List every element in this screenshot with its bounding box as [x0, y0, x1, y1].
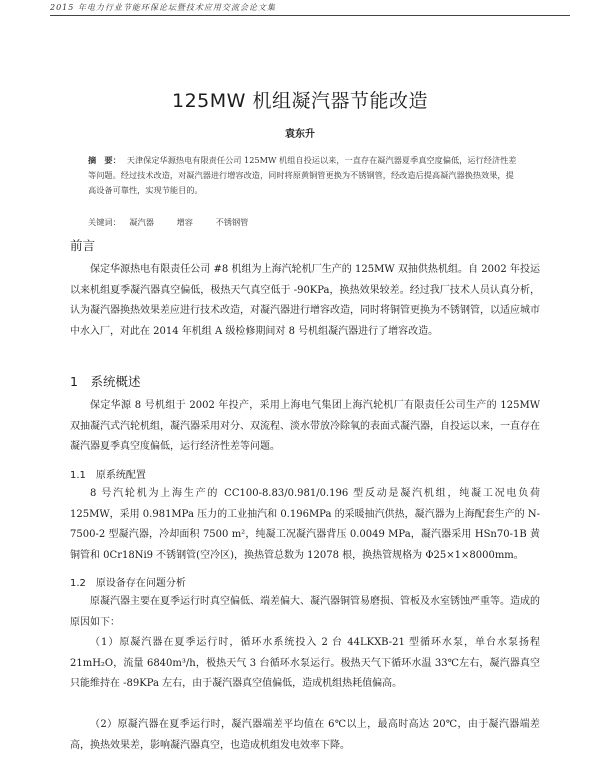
- section-heading-preface: 前言: [70, 238, 96, 253]
- paragraph-section-1-1: 8 号汽轮机为上海生产的 CC100-8.83/0.981/0.196 型反动是凝汽机组，纯凝工况电负荷 125MW，采用 0.981MPa 压力的工业抽汽和 0.196MPa 的采暖抽汽供热，凝汽器为上海配套生产的 N-7500-2 型凝汽器，冷却面积 7500 m²，纯凝工况凝汽器背压 0.0049 MPa，凝汽器采用 HSn70-1B 黄铜管和 0Cr18Ni9 不锈钢管(空冷区)，换热管总数为 12078 根，换热管规格为 Φ25×1×8000mm。: [70, 488, 540, 561]
- abstract-label: 摘 要：: [88, 155, 121, 165]
- section-heading-1-1: 1.1 原系统配置: [70, 470, 146, 481]
- paragraph-section-1-2-item1: （1）原凝汽器在夏季运行时，循环水系统投入 2 台 44LKXB-21 型循环水泵，单台水泵扬程 21mH₂O，流量 6840m³/h，极热天气 3 台循环水泵运行。极热天气下循环水温 33℃左右，凝汽器真空只能维持在 -89KPa 左右，由于凝汽器真空值偏低，造成机组热耗值偏高。: [70, 637, 540, 689]
- abstract: [88, 153, 520, 198]
- paragraph-section-1: 保定华源 8 号机组于 2002 年投产，采用上海电气集团上海汽轮机厂有限责任公司生产的 125MW 双抽凝汽式汽轮机组，凝汽器采用对分、双流程、淡水带放冷除氧的表面式凝汽器，自投运以来，一直存在凝汽器夏季真空度偏低，运行经济性差等问题。: [70, 400, 540, 452]
- paragraph-section-1-2-intro: 原凝汽器主要在夏季运行时真空偏低、端差偏大、凝汽器铜管易磨损、管板及水室锈蚀严重等。造成的原因如下：: [70, 596, 540, 628]
- paper-author: 袁东升: [285, 129, 315, 140]
- keywords-label: 关键词：: [88, 217, 121, 227]
- running-header: 2015 年电力行业节能环保论坛暨技术应用交流会论文集: [50, 2, 570, 16]
- paragraph-preface: 保定华源热电有限责任公司 #8 机组为上海汽轮机厂生产的 125MW 双抽供热机组。自 2002 年投运以来机组夏季凝汽器真空偏低，极热天气真空低于 -90KPa，换热效果较差。经过我厂技术人员认真分析，认为凝汽器换热效果差应进行技术改造，对凝汽器进行增容改造，同时将铜管更换为不锈钢管，以适应城市中水入厂，对此在 2014 年机组 A 级检修期间对 8 号机组凝汽器进行了增容改造。: [70, 264, 540, 337]
- keyword: 增容: [176, 217, 193, 227]
- keyword: 凝汽器: [129, 217, 154, 227]
- abstract-text: 天津保定华源热电有限责任公司 125MW 机组自投运以来，一直存在凝汽器夏季真空度偏低，运行经济性差等问题。经过技术改造，对凝汽器进行增容改造，同时将原黄铜管更换为不锈钢管，经改造后提高凝汽器换热效果，提高设备可靠性，实现节能目的。: [88, 155, 517, 195]
- keywords: [88, 215, 520, 229]
- section-heading-1: 1 系统概述: [70, 374, 141, 389]
- section-heading-1-2: 1.2 原设备存在问题分析: [70, 578, 186, 589]
- paragraph-section-1-2-item2: （2）原凝汽器在夏季运行时，凝汽器端差平均值在 6℃以上，最高时高达 20℃，由于凝汽器端差高，换热效果差，影响凝汽器真空，也造成机组发电效率下降。: [70, 719, 540, 751]
- keyword: 不锈钢管: [215, 217, 249, 227]
- paper-title: 125MW 机组凝汽器节能改造: [172, 90, 428, 112]
